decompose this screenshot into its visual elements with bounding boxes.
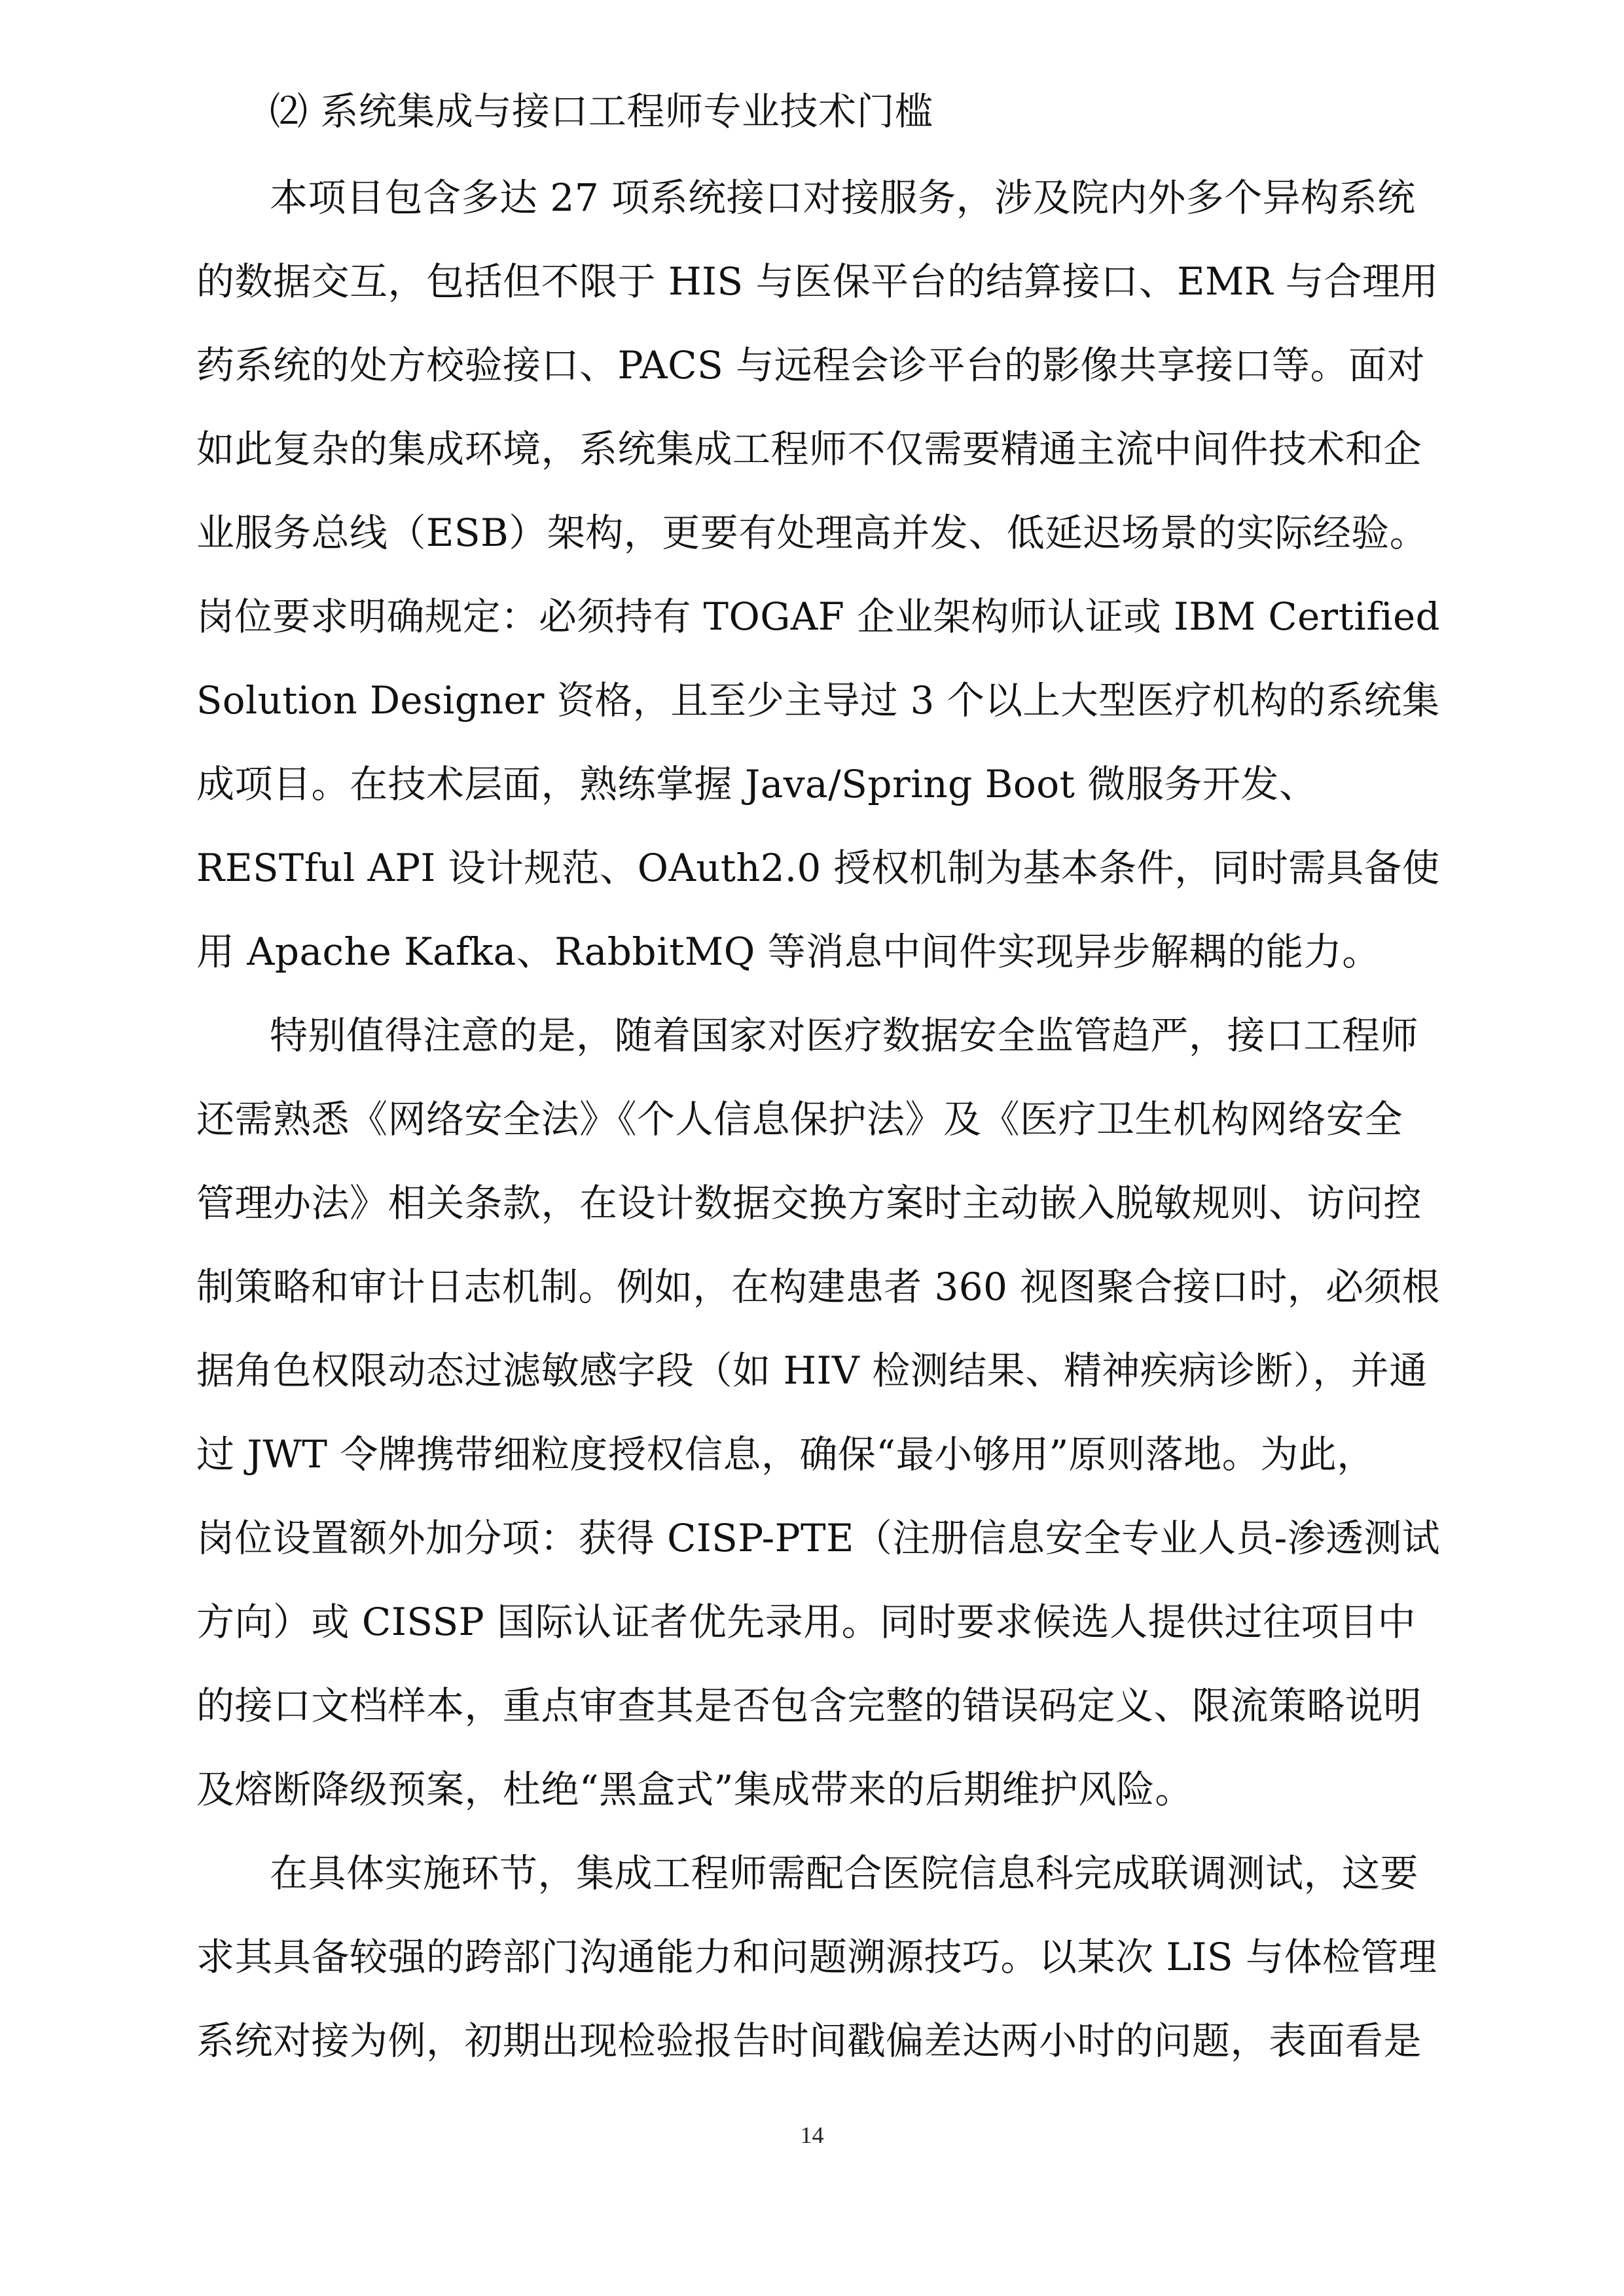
paragraph-line: 本项目包含多达 27 项系统接口对接服务，涉及院内外多个异构系统 <box>270 175 1416 220</box>
paragraph-line: 还需熟悉《网络安全法》《个人信息保护法》及《医疗卫生机构网络安全 <box>196 1097 1403 1141</box>
paragraph-line: 过 JWT 令牌携带细粒度授权信息，确保“最小够用”原则落地。为此， <box>196 1432 1375 1477</box>
paragraph-line: RESTful API 设计规范、OAuth2.0 授权机制为基本条件，同时需具备使 <box>196 846 1440 890</box>
paragraph-line: 岗位设置额外加分项：获得 CISP-PTE（注册信息安全专业人员-渗透测试 <box>196 1516 1441 1560</box>
paragraph-line: 用 Apache Kafka、RabbitMQ 等消息中间件实现异步解耦的能力。 <box>196 929 1380 974</box>
paragraph-line: 特别值得注意的是，随着国家对医疗数据安全监管趋严，接口工程师 <box>270 1013 1419 1058</box>
paragraph-line: 系统对接为例，初期出现检验报告时间戳偏差达两小时的问题，表面看是 <box>196 2018 1422 2063</box>
paragraph-line: 业服务总线（ESB）架构，更要有处理高并发、低延迟场景的实际经验。 <box>196 511 1428 555</box>
paragraph-line: 药系统的处方校验接口、PACS 与远程会诊平台的影像共享接口等。面对 <box>196 343 1426 387</box>
paragraph-line: 岗位要求明确规定：必须持有 TOGAF 企业架构师认证或 IBM Certified <box>196 594 1441 639</box>
paragraph-line: 在具体实施环节，集成工程师需配合医院信息科完成联调测试，这要 <box>270 1851 1419 1895</box>
paragraph-line: 据角色权限动态过滤敏感字段（如 HIV 检测结果、精神疾病诊断），并通 <box>196 1348 1428 1393</box>
paragraph-line: 制策略和审计日志机制。例如，在构建患者 360 视图聚合接口时，必须根 <box>196 1265 1441 1309</box>
paragraph-line: 的数据交互，包括但不限于 HIS 与医保平台的结算接口、EMR 与合理用 <box>196 259 1439 304</box>
section-heading: ⑵ 系统集成与接口工程师专业技术门槛 <box>270 89 933 134</box>
paragraph-line: Solution Designer 资格，且至少主导过 3 个以上大型医疗机构的系统集 <box>196 678 1440 723</box>
paragraph-line: 及熔断降级预案，杜绝“黑盒式”集成带来的后期维护风险。 <box>196 1767 1193 1812</box>
page-number: 14 <box>800 2122 824 2148</box>
paragraph-line: 成项目。在技术层面，熟练掌握 Java/Spring Boot 微服务开发、 <box>196 762 1318 806</box>
paragraph-line: 的接口文档样本，重点审查其是否包含完整的错误码定义、限流策略说明 <box>196 1683 1422 1728</box>
paragraph-line: 如此复杂的集成环境，系统集成工程师不仅需要精通主流中间件技术和企 <box>196 427 1422 471</box>
paragraph-line: 求其具备较强的跨部门沟通能力和问题溯源技巧。以某次 LIS 与体检管理 <box>196 1935 1437 1979</box>
paragraph-line: 管理办法》相关条款，在设计数据交换方案时主动嵌入脱敏规则、访问控 <box>196 1181 1422 1225</box>
paragraph-line: 方向）或 CISSP 国际认证者优先录用。同时要求候选人提供过往项目中 <box>196 1600 1416 1644</box>
